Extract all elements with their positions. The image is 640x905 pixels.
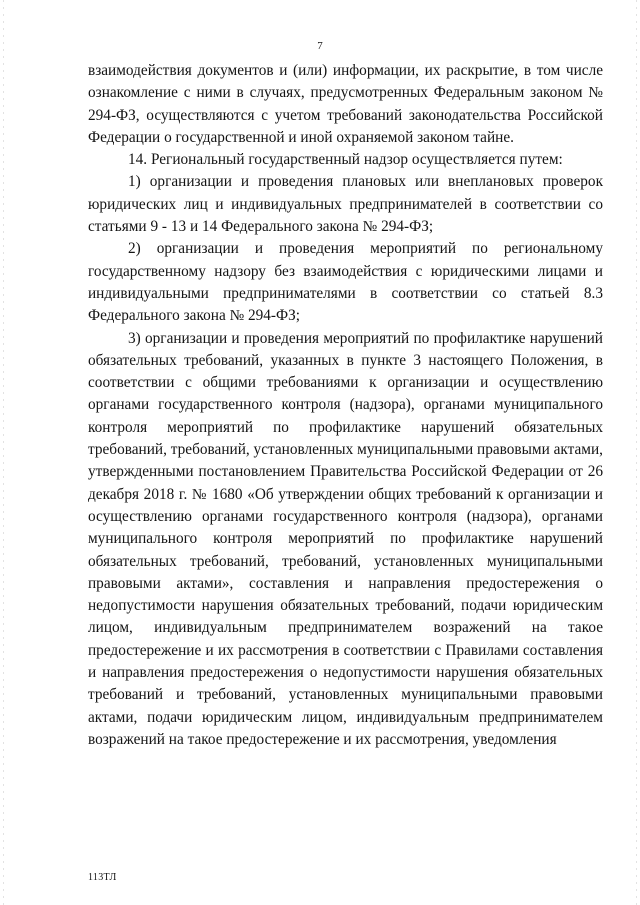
scan-edge-left xyxy=(3,0,4,905)
paragraph-item-14: 14. Региональный государственный надзор осуществляется путем: xyxy=(128,151,563,169)
paragraph-subitem-2: 2) организации и проведения мероприятий по региональному государственному надзору без взаимодействия с юридическими лицами и индивидуальными предпринимателями в соответствии со статьей 8.3 Федерального закона № 294-ФЗ; xyxy=(88,240,603,325)
document-body xyxy=(88,60,603,751)
paragraph-continuation: взаимодействия документов и (или) информации, их раскрытие, в том числе ознакомление с ними в случаях, предусмотренных Федеральным законом № 294-ФЗ, осуществляются с учетом требований законодательства Российской Федерации о государственной и иной охраняемой законом тайне. xyxy=(88,62,603,146)
scan-edge-right xyxy=(636,0,637,905)
footer-document-code: 113ТЛ xyxy=(88,872,117,883)
paragraph-subitem-3: 3) организации и проведения мероприятий по профилактике нарушений обязательных требований, указанных в пункте 3 настоящего Положения, в соответствии с общими требованиями к организации и осуществлению органами государственного контроля (надзора), органами муниципального контроля мероприятий по профилактике нарушений обязательных требований, требований, установленных муниципальными правовыми актами, утвержденными постановлением Правительства Российской Федерации от 26 декабря 2018 г. № 1680 «Об утверждении общих требований к организации и осуществлению органами государственного контроля (надзора), органами муниципального контроля мероприятий по профилактике нарушений обязательных требований, требований, установленных муниципальными правовыми актами», составления и направления предостережения о недопустимости нарушения обязательных требований, подачи юридическим лицом, индивидуальным предпринимателем возражений на такое предостережение и их рассмотрения в соответствии с Правилами составления и направления предостережения о недопустимости нарушения обязательных требований и требований, установленных муниципальными правовыми актами, подачи юридическим лицом, индивидуальным предпринимателем возражений на такое предостережение и их рассмотрения, уведомления xyxy=(88,329,603,748)
page-number: 7 xyxy=(317,40,323,52)
paragraph-subitem-1: 1) организации и проведения плановых или внеплановых проверок юридических лиц и индивидуальных предпринимателей в соответствии со статьями 9 - 13 и 14 Федерального закона № 294-ФЗ; xyxy=(88,173,603,236)
